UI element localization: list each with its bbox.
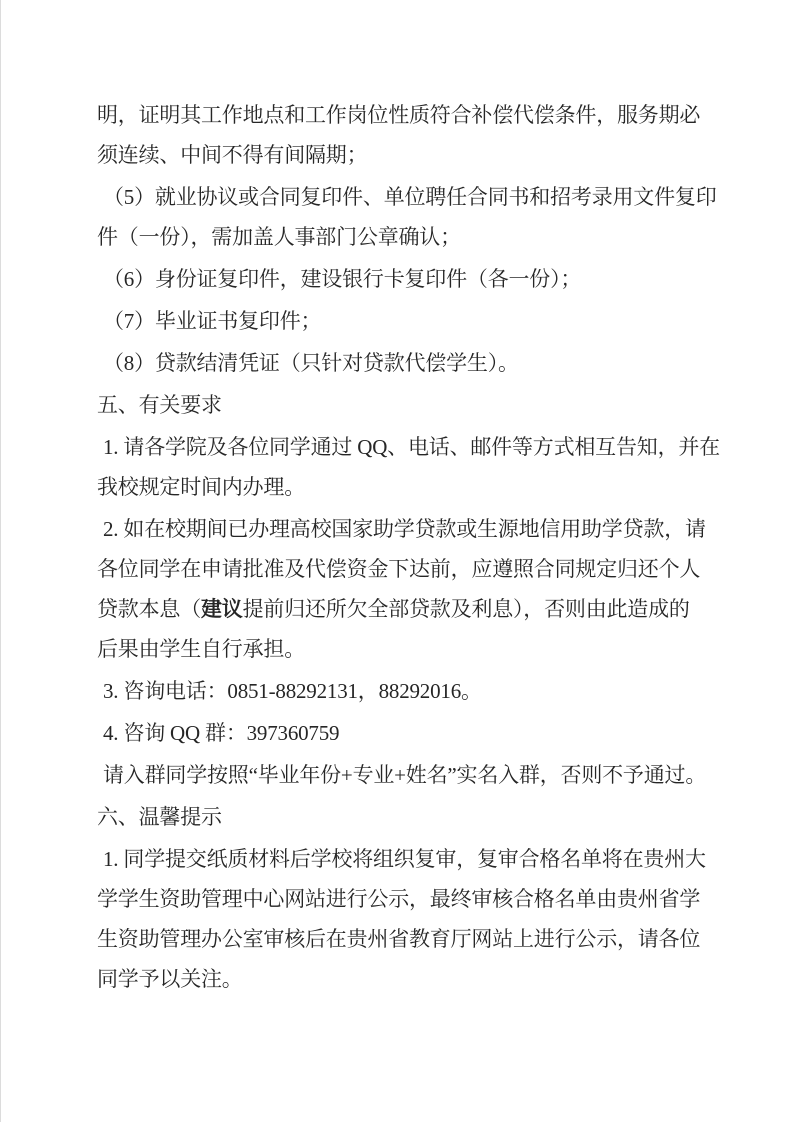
text-line (97, 509, 722, 549)
text-run: 1. 同学提交纸质材料后学校将组织复审，复审合格名单将在贵州大 (103, 847, 706, 871)
document-body (97, 95, 722, 1001)
para-requirement-3-phone (97, 671, 722, 711)
text-line (97, 959, 722, 999)
para-item-5 (97, 177, 722, 257)
text-line (97, 713, 722, 753)
text-line (97, 879, 722, 919)
heading-section-6-tips (97, 797, 722, 837)
text-run: 我校规定时间内办理。 (97, 475, 305, 499)
text-run: 生资助管理办公室审核后在贵州省教育厅网站上进行公示，请各位 (97, 927, 701, 951)
text-run: 六、温馨提示 (97, 805, 222, 829)
text-line (97, 839, 722, 879)
text-line (97, 671, 722, 711)
text-run: 学学生资助管理中心网站进行公示，最终审核合格名单由贵州省学 (97, 887, 701, 911)
para-item-8 (97, 343, 722, 383)
left-scan-line (0, 0, 1, 1122)
text-line (97, 589, 722, 629)
text-run: 3. 咨询电话：0851-88292131，88292016。 (103, 679, 482, 703)
text-run: （6）身份证复印件，建设银行卡复印件（各一份）； (103, 267, 582, 291)
heading-section-5-requirements (97, 385, 722, 425)
text-run: 1. 请各学院及各位同学通过 QQ、电话、邮件等方式相互告知，并在 (103, 435, 720, 459)
text-run: 提前归还所欠全部贷款及利息），否则由此造成的 (242, 597, 690, 621)
bold-text-run: 建议 (201, 597, 243, 621)
text-line (97, 467, 722, 507)
text-run: 贷款本息（ (97, 597, 201, 621)
text-run: （8）贷款结清凭证（只针对贷款代偿学生）。 (103, 351, 519, 375)
para-tip-1 (97, 839, 722, 999)
text-line (97, 797, 722, 837)
text-line (97, 177, 722, 217)
text-line (97, 135, 722, 175)
text-line (97, 95, 722, 135)
text-line (97, 427, 722, 467)
text-run: （7）毕业证书复印件； (103, 309, 322, 333)
text-run: 2. 如在校期间已办理高校国家助学贷款或生源地信用助学贷款，请 (103, 517, 706, 541)
text-line (97, 629, 722, 669)
text-run: 4. 咨询 QQ 群：397360759 (103, 721, 340, 745)
text-line (97, 301, 722, 341)
text-run: （5）就业协议或合同复印件、单位聘任合同书和招考录用文件复印 (103, 185, 717, 209)
text-line (97, 385, 722, 425)
text-line (97, 217, 722, 257)
para-item-7 (97, 301, 722, 341)
para-continuation-work-proof (97, 95, 722, 175)
text-run: 后果由学生自行承担。 (97, 637, 305, 661)
text-run: 五、有关要求 (97, 393, 222, 417)
para-item-6 (97, 259, 722, 299)
para-qq-group-note (97, 755, 722, 795)
text-run: 同学予以关注。 (97, 967, 243, 991)
para-requirement-1 (97, 427, 722, 507)
text-line (97, 549, 722, 589)
para-requirement-2 (97, 509, 722, 669)
para-requirement-4-qq-group (97, 713, 722, 753)
text-line (97, 343, 722, 383)
text-run: 明，证明其工作地点和工作岗位性质符合补偿代偿条件，服务期必 (97, 103, 701, 127)
text-line (97, 919, 722, 959)
text-run: 各位同学在申请批准及代偿资金下达前，应遵照合同规定归还个人 (97, 557, 701, 581)
text-line (97, 755, 722, 795)
text-run: 请入群同学按照“毕业年份+专业+姓名”实名入群，否则不予通过。 (103, 763, 707, 787)
text-run: 件（一份），需加盖人事部门公章确认； (97, 225, 461, 249)
text-run: 须连续、中间不得有间隔期； (97, 143, 368, 167)
text-line (97, 259, 722, 299)
